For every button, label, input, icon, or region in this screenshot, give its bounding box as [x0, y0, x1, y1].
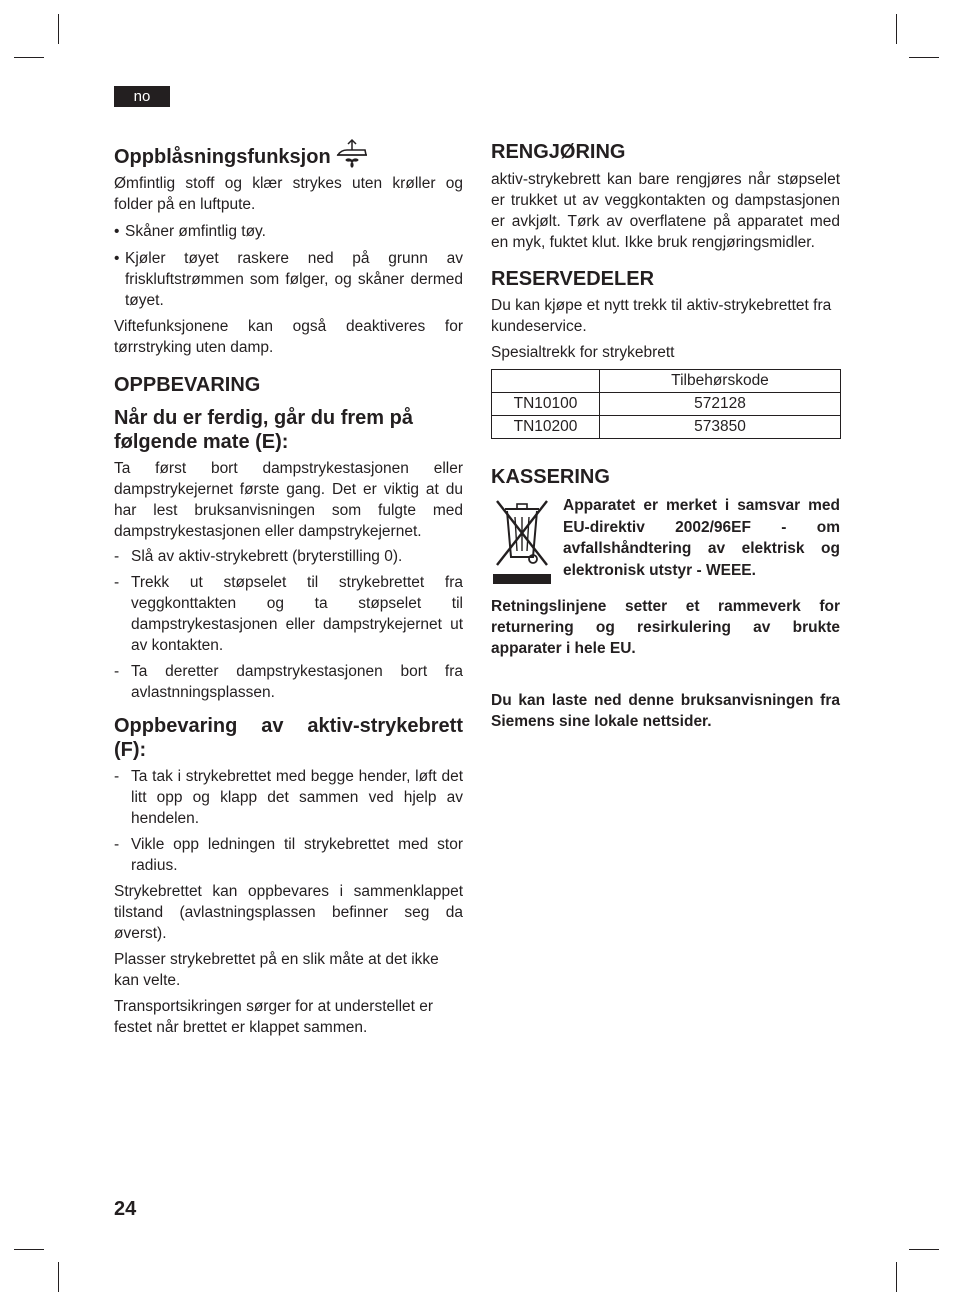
list-item: - Trekk ut støpselet til strykebrettet fra veggkonttakten og ta støpselet til dampstrykestasjonen eller dampstrykejernet ut av kontakten.	[114, 572, 463, 656]
table-cell: 572128	[600, 393, 841, 416]
crop-mark	[909, 1249, 939, 1250]
storage-title: OPPBEVARING	[114, 374, 261, 396]
weee-crossed-bin-icon	[491, 495, 553, 587]
storage-intro: Ta først bort dampstrykestasjonen eller dampstrykejernet første gang. Det er viktig at du har lest bruksanvisningen som fulgte med dampstrykestasjonen eller dampstrykejernet.	[114, 460, 463, 540]
crop-mark	[14, 57, 44, 58]
inflation-title: Oppblåsningsfunksjon	[114, 146, 331, 168]
guidelines-text: Retningslinjene setter et rammeverk for returnering og resirkulering av brukte apparater i hele EU.	[491, 598, 840, 657]
list-item: • Skåner ømfintlig tøy.	[114, 221, 463, 242]
table-row	[492, 393, 841, 416]
weee-notice	[491, 495, 840, 587]
table-cell: TN10200	[492, 416, 600, 439]
table-row	[492, 416, 841, 439]
inflation-heading	[114, 138, 463, 169]
crop-mark	[896, 1262, 897, 1292]
crop-mark	[58, 14, 59, 44]
spare-parts-table	[491, 369, 841, 439]
list-item: • Kjøler tøyet raskere ned på grunn av friskluftstrømmen som følger, og skåner dermed tøyet.	[114, 248, 463, 311]
crop-mark	[909, 57, 939, 58]
inflation-intro: Ømfintlig stoff og klær strykes uten krøller og folder på en luftpute.	[114, 175, 463, 213]
cleaning-text: aktiv-strykebrett kan bare rengjøres når støpselet er trukket ut av veggkontakten og dampstasjonen er avkjølt. Tørk av overflatene på apparatet med en myk, fuktet klut. Ikke bruk rengjøringsmidler.	[491, 171, 840, 251]
crop-mark	[896, 14, 897, 44]
fan-iron-icon	[335, 138, 369, 168]
language-tag: no	[114, 86, 170, 107]
paragraph: Strykebrettet kan oppbevares i sammenklappet tilstand (avlastningsplassen befinner seg da øverst).	[114, 883, 463, 942]
crop-mark	[14, 1249, 44, 1250]
right-column	[491, 138, 840, 732]
paragraph: Transportsikringen sørger for at understellet er festet når brettet er klappet sammen.	[114, 998, 434, 1036]
table-cell: TN10100	[492, 393, 600, 416]
paragraph: Plasser strykebrettet på en slik måte at det ikke kan velte.	[114, 951, 439, 989]
table-header-row	[492, 370, 841, 393]
weee-text: Apparatet er merket i samsvar med EU-direktiv 2002/96EF - om avfallshåndtering av elektrisk og elektronisk utstyr - WEEE.	[563, 497, 840, 579]
board-storage-title: Oppbevaring av aktiv-strykebrett (F):	[114, 715, 463, 761]
crop-mark	[58, 1262, 59, 1292]
inflation-outro: Viftefunksjonene kan også deaktiveres for tørrstryking uten damp.	[114, 318, 463, 356]
page-number: 24	[114, 1198, 137, 1220]
table-header-cell: Tilbehørskode	[600, 370, 841, 393]
list-item: - Ta tak i strykebrettet med begge hender, løft det litt opp og klapp det sammen ved hjelp av hendelen.	[114, 766, 463, 829]
list-item: - Slå av aktiv-strykebrett (bryterstilling 0).	[114, 546, 463, 567]
cleaning-title: RENGJØRING	[491, 141, 626, 163]
storage-subtitle: Når du er ferdig, går du frem på følgende mate (E):	[114, 407, 413, 453]
list-item: - Ta deretter dampstrykestasjonen bort fra avlastnningsplassen.	[114, 661, 463, 703]
left-column	[114, 138, 463, 1038]
spare-parts-title: RESERVEDELER	[491, 268, 655, 290]
list-item: - Vikle opp ledningen til strykebrettet med stor radius.	[114, 834, 463, 876]
inflation-bullets	[114, 221, 463, 311]
table-caption: Spesialtrekk for strykebrett	[491, 344, 675, 361]
storage-steps	[114, 546, 463, 703]
board-storage-steps	[114, 766, 463, 876]
table-header-cell	[492, 370, 600, 393]
table-cell: 573850	[600, 416, 841, 439]
disposal-title: KASSERING	[491, 466, 610, 488]
download-text: Du kan laste ned denne bruksanvisningen fra Siemens sine lokale nettsider.	[491, 692, 840, 730]
spare-parts-text: Du kan kjøpe et nytt trekk til aktiv-strykebrettet fra kundeservice.	[491, 297, 832, 335]
